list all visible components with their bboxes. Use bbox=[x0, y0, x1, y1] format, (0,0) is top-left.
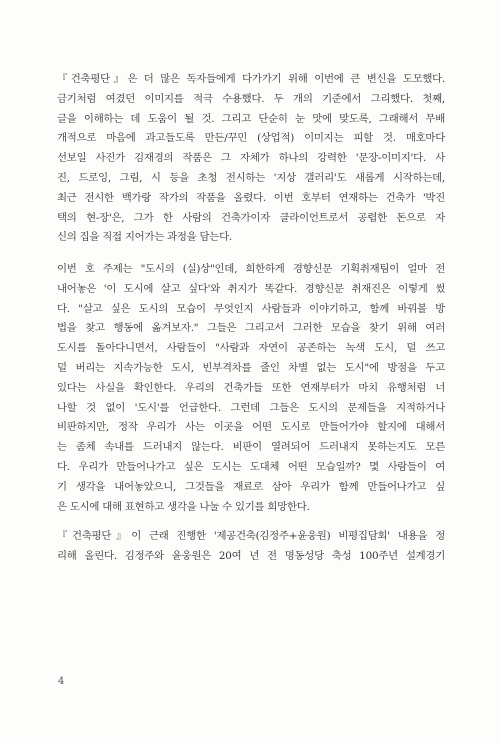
text-line: 리해 올린다. 김정주와 윤웅원은 20여 년 전 명동성당 축성 100주년 설계경기 bbox=[57, 549, 445, 562]
paragraph-2 bbox=[57, 260, 445, 517]
text-line: 나할 것 없이 '도시'를 언급한다. 그런데 그들은 도시의 문제들을 지적하거나 bbox=[57, 401, 445, 414]
text-line: 『건축평단』이 근래 진행한 '제공건축(김정주+윤웅원) 비평집담회' 내용을 정 bbox=[57, 530, 445, 542]
page-number: 4 bbox=[58, 676, 65, 687]
text-line: 는 좀체 속내를 드러내지 않는다. 비판이 열려되어 드러내지 못하는지도 모른 bbox=[57, 441, 445, 454]
text-line: 비판하지만, 정작 우리가 사는 이곳을 어떤 도시로 만들어가야 할지에 대해서 bbox=[57, 421, 445, 434]
text-line: 내어놓은 '이 도시에 살고 싶다'와 취지가 똑같다. 경향신문 취재진은 이렇게 썼 bbox=[57, 282, 445, 295]
paragraph-3 bbox=[57, 527, 445, 567]
text-line: 다. "살고 싶은 도시의 모습이 무엇인지 사람들과 이야기하고, 함께 바꿔볼 방 bbox=[57, 302, 445, 315]
text-line: 있다는 사실을 확인한다. 우리의 건축가들 또한 연재부터가 마치 유행처럼 너 bbox=[57, 381, 445, 394]
text-line: 법을 찾고 행동에 옮겨보자." 그들은 그리고서 그러한 모습을 찾기 위해 여러 bbox=[57, 322, 445, 335]
text-line: 택의 현-장'은, 그가 한 사람의 건축가이자 클라이언트로서 공렵한 돈으로 자 bbox=[57, 211, 445, 224]
paragraph-1 bbox=[57, 70, 445, 248]
text-line: 최근 전시한 백가랑 작가의 작품을 올렸다. 이번 호부터 연재하는 건축가 '박진 bbox=[57, 191, 445, 204]
paragraph-text bbox=[57, 260, 445, 517]
text-line: 진, 드로잉, 그림, 시 등을 초청 전시하는 '지상 갤러리'도 새롭게 시작하는데, bbox=[57, 171, 445, 184]
text-line: 신의 집을 직접 지어가는 과정을 담는다. bbox=[57, 231, 232, 244]
text-line: 『건축평단』은 더 많은 독자들에게 다가가기 위해 이번에 큰 변신을 도모했다. bbox=[57, 73, 445, 85]
text-line: 덜 버리는 지속가능한 도시, 빈부격차를 줄인 차별 없는 도시"에 방점을 두고 bbox=[57, 361, 445, 374]
text-line: 금기처럼 여겼던 이미지를 적극 수용했다. 두 개의 기준에서 그리했다. 첫째, bbox=[57, 92, 445, 105]
text-line: 다. 우리가 만들어나가고 싶은 도시는 도대체 어떤 모습일까? 몇 사람들이 여 bbox=[57, 460, 445, 473]
paragraph-text bbox=[57, 527, 445, 567]
text-line: 개적으로 마음에 과고들도록 만든/꾸민 (상업적) 이미지는 피할 것. 매호마다 bbox=[57, 132, 445, 145]
text-line: 은 도시에 대해 표현하고 생각을 나눌 수 있기를 희망한다. bbox=[57, 500, 310, 513]
text-line: 선보일 사진가 김재경의 작품은 그 자체가 하나의 강력한 '문장-이미지'다. 사 bbox=[57, 152, 445, 165]
paragraph-text bbox=[57, 70, 445, 248]
text-line: 도시를 돌아다니면서, 사람들이 "사람과 자연이 공존하는 녹색 도시, 덜 쓰고 bbox=[57, 342, 445, 355]
text-line: 이번 호 주제는 "도시의 (실)상"인데, 희한하게 경향신문 기획취재팀이 얼마 전 bbox=[57, 263, 445, 275]
text-line: 기 생각을 내어놓았으니, 그것들을 재료로 삼아 우리가 함께 만들어나가고 싶 bbox=[57, 480, 445, 493]
text-line: 글을 이해하는 데 도움이 될 것. 그리고 단순히 눈 맛에 맞도록, 그래해서 무배 bbox=[57, 112, 445, 125]
